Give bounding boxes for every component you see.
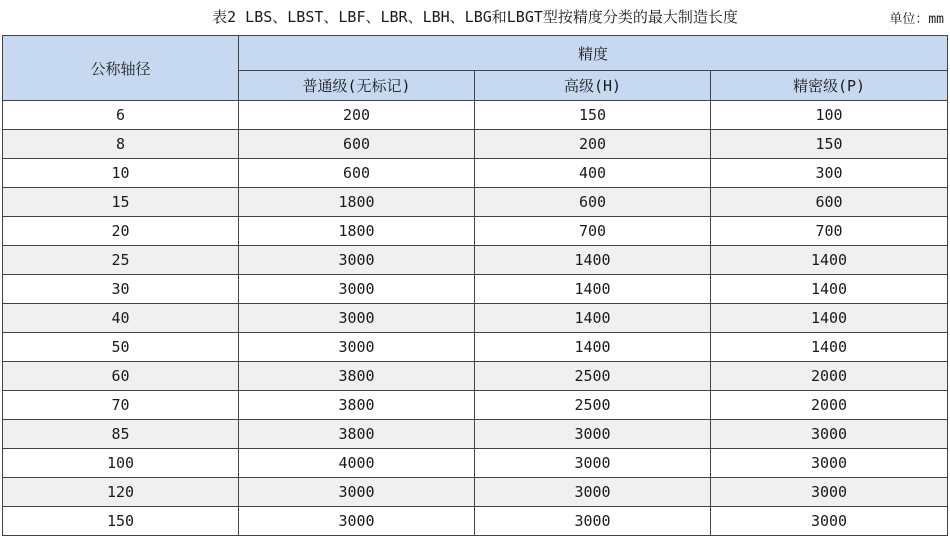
precision-grade-cell: 1400: [711, 275, 948, 304]
normal-grade-cell: 1800: [239, 217, 475, 246]
table-row: [3, 333, 948, 362]
normal-grade-cell: 600: [239, 159, 475, 188]
precision-grade-cell: 3000: [711, 420, 948, 449]
table-row: [3, 217, 948, 246]
shaft-diameter-cell: 50: [3, 333, 239, 362]
normal-grade-cell: 3000: [239, 246, 475, 275]
table-header-row: [3, 36, 948, 71]
header-normal-grade: 普通级(无标记): [239, 71, 475, 101]
normal-grade-cell: 3000: [239, 275, 475, 304]
precision-grade-cell: 3000: [711, 449, 948, 478]
normal-grade-cell: 3000: [239, 478, 475, 507]
precision-grade-cell: 700: [711, 217, 948, 246]
high-grade-cell: 1400: [475, 275, 711, 304]
high-grade-cell: 1400: [475, 304, 711, 333]
shaft-diameter-cell: 85: [3, 420, 239, 449]
precision-grade-cell: 100: [711, 101, 948, 130]
high-grade-cell: 600: [475, 188, 711, 217]
normal-grade-cell: 3000: [239, 333, 475, 362]
normal-grade-cell: 3000: [239, 304, 475, 333]
normal-grade-cell: 3800: [239, 362, 475, 391]
table-row: [3, 420, 948, 449]
shaft-diameter-cell: 20: [3, 217, 239, 246]
precision-grade-cell: 600: [711, 188, 948, 217]
table-row: [3, 246, 948, 275]
normal-grade-cell: 600: [239, 130, 475, 159]
normal-grade-cell: 200: [239, 101, 475, 130]
header-shaft-diameter: 公称轴径: [3, 36, 239, 101]
precision-grade-cell: 3000: [711, 507, 948, 536]
table-row: [3, 101, 948, 130]
normal-grade-cell: 4000: [239, 449, 475, 478]
precision-grade-cell: 300: [711, 159, 948, 188]
precision-grade-cell: 150: [711, 130, 948, 159]
shaft-diameter-cell: 40: [3, 304, 239, 333]
shaft-diameter-cell: 150: [3, 507, 239, 536]
precision-grade-cell: 2000: [711, 391, 948, 420]
precision-grade-cell: 1400: [711, 246, 948, 275]
high-grade-cell: 2500: [475, 362, 711, 391]
precision-grade-cell: 2000: [711, 362, 948, 391]
table-caption: [0, 4, 950, 28]
high-grade-cell: 1400: [475, 333, 711, 362]
high-grade-cell: 2500: [475, 391, 711, 420]
shaft-diameter-cell: 15: [3, 188, 239, 217]
table-row: [3, 478, 948, 507]
high-grade-cell: 150: [475, 101, 711, 130]
table-row: [3, 188, 948, 217]
shaft-diameter-cell: 25: [3, 246, 239, 275]
precision-grade-cell: 1400: [711, 333, 948, 362]
shaft-diameter-cell: 100: [3, 449, 239, 478]
header-high-grade: 高级(H): [475, 71, 711, 101]
shaft-diameter-cell: 10: [3, 159, 239, 188]
high-grade-cell: 200: [475, 130, 711, 159]
precision-grade-cell: 3000: [711, 478, 948, 507]
table-row: [3, 130, 948, 159]
shaft-diameter-cell: 8: [3, 130, 239, 159]
shaft-diameter-cell: 30: [3, 275, 239, 304]
normal-grade-cell: 1800: [239, 188, 475, 217]
header-accuracy: 精度: [239, 36, 948, 71]
shaft-diameter-cell: 6: [3, 101, 239, 130]
high-grade-cell: 3000: [475, 449, 711, 478]
table-row: [3, 275, 948, 304]
shaft-diameter-cell: 70: [3, 391, 239, 420]
normal-grade-cell: 3000: [239, 507, 475, 536]
table-row: [3, 507, 948, 536]
table-row: [3, 449, 948, 478]
shaft-diameter-cell: 60: [3, 362, 239, 391]
high-grade-cell: 400: [475, 159, 711, 188]
high-grade-cell: 1400: [475, 246, 711, 275]
high-grade-cell: 3000: [475, 478, 711, 507]
table-row: [3, 362, 948, 391]
high-grade-cell: 3000: [475, 507, 711, 536]
high-grade-cell: 3000: [475, 420, 711, 449]
header-precision-grade: 精密级(P): [711, 71, 948, 101]
precision-grade-cell: 1400: [711, 304, 948, 333]
table-row: [3, 159, 948, 188]
max-length-table: [2, 35, 948, 536]
table-title: 表2 LBS、LBST、LBF、LBR、LBH、LBG和LBGT型按精度分类的最大制造长度: [212, 8, 738, 26]
table-row: [3, 304, 948, 333]
high-grade-cell: 700: [475, 217, 711, 246]
normal-grade-cell: 3800: [239, 391, 475, 420]
normal-grade-cell: 3800: [239, 420, 475, 449]
shaft-diameter-cell: 120: [3, 478, 239, 507]
unit-label: 单位：mm: [889, 12, 944, 27]
table-row: [3, 391, 948, 420]
